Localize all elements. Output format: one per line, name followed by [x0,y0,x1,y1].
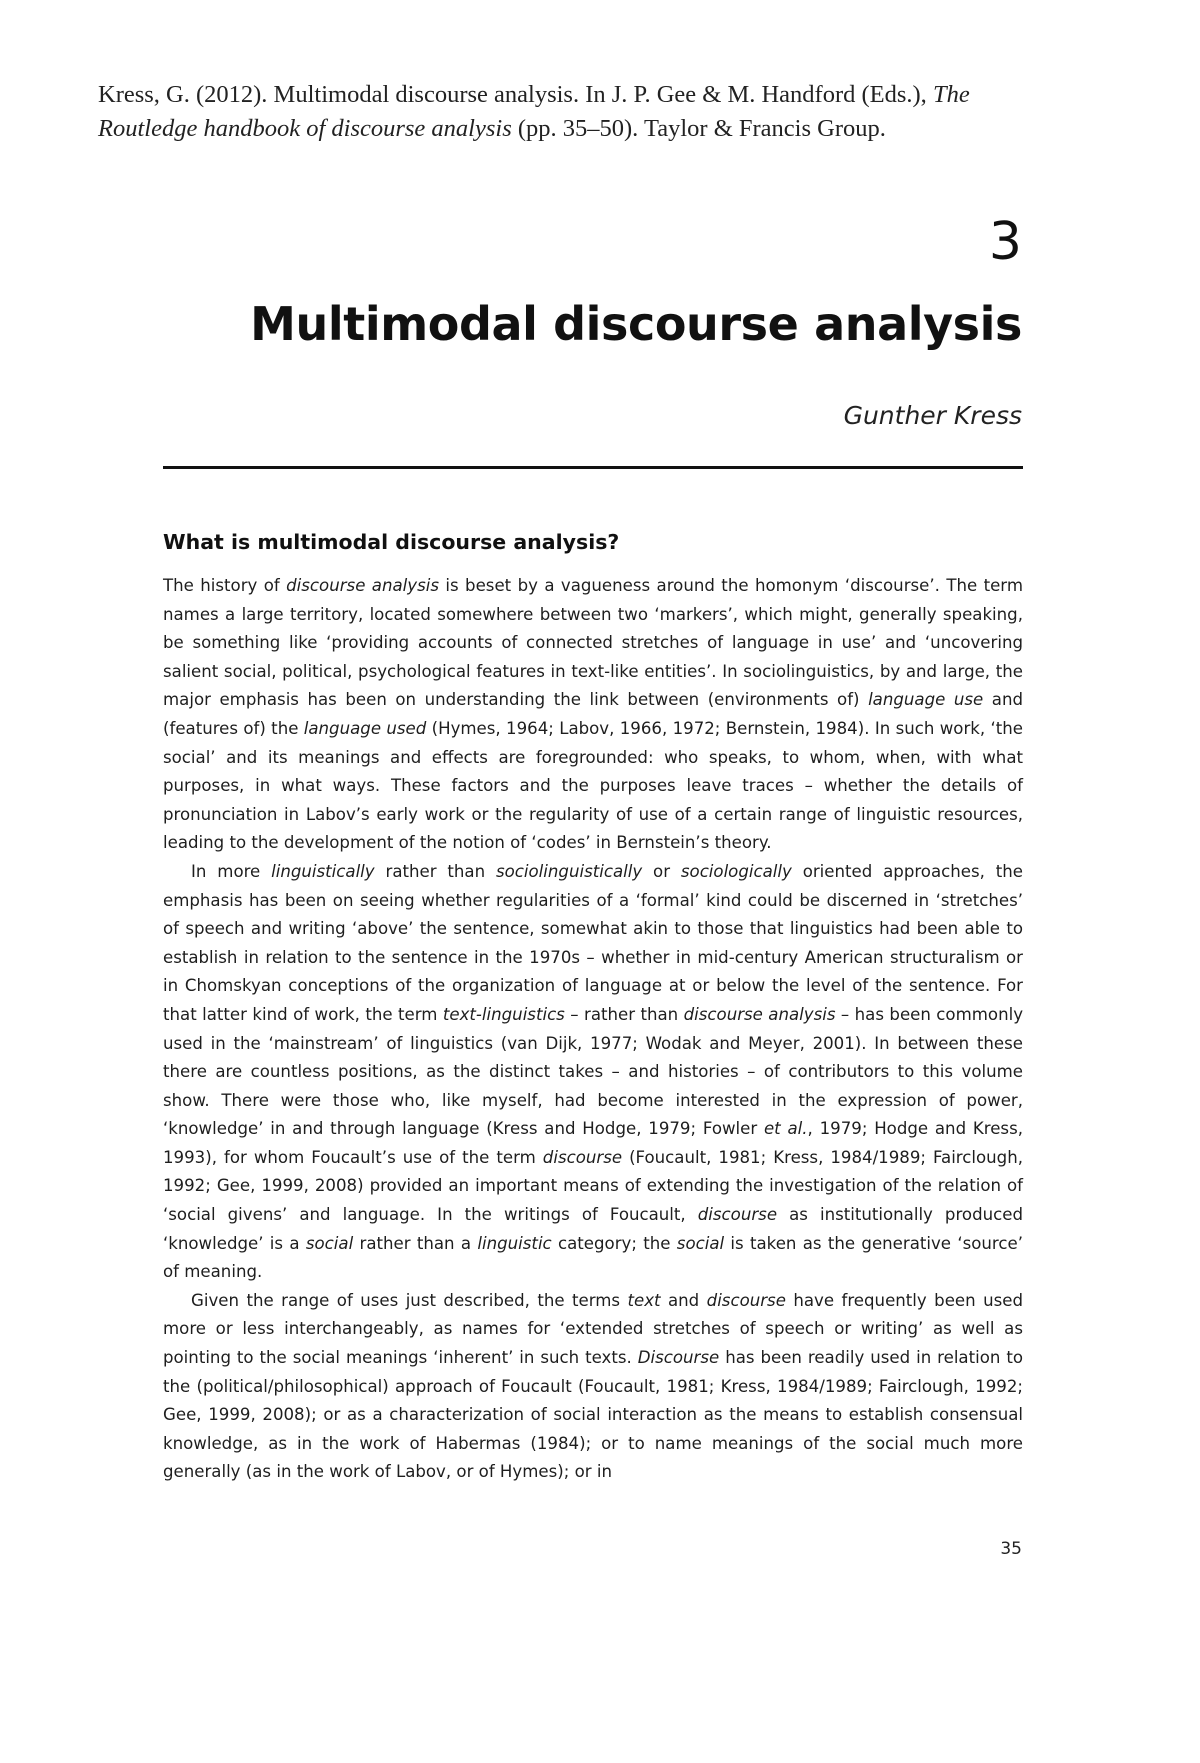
italic-run: discourse analysis [683,1004,836,1024]
text-run: as institutionally produced ‘knowledge’ is a [163,1205,1023,1253]
paragraph-3 [163,1287,1023,1487]
text-run: The history of [163,576,287,595]
italic-run: language use [868,690,984,710]
italic-run: sociologically [680,861,792,881]
italic-run: social [676,1233,725,1253]
text-run: and [660,1290,707,1310]
text-run: Given the range of uses just described, the terms [191,1290,628,1310]
text-run: is beset by a vagueness around the homonym ‘discourse’. The term names a large territory, located somewhere between two ‘markers’, which might, generally speaking, be something like ‘providing accounts of connected stretches of language in use’ and ‘uncovering salient social, political, psychological features in text-like entities’. In sociolinguistics, by and large, the major emphasis has been on understanding the link between (environments of) [163,576,1023,710]
text-run: rather than [374,861,496,881]
italic-run: Discourse [637,1348,720,1368]
text-run: In more [191,861,272,881]
text-run: rather than a [353,1233,478,1253]
italic-run: discourse [706,1290,786,1310]
italic-run: linguistically [271,861,375,881]
italic-run: discourse [697,1205,778,1225]
text-run: or [642,861,681,881]
text-run: – has been commonly used in the ‘mainstream’ of linguistics (van Dijk, 1977; Wodak and Meyer, 2001). In between these there are countless positions, as the distinct takes – and histories – of contributors to this volume show. There were those who, like myself, had become interested in the expression of power, ‘knowledge’ in and through language (Kress and Hodge, 1979; Fowler [163,1004,1024,1139]
italic-run: text-linguistics [442,1004,565,1024]
citation-part-2: (pp. 35–50). Taylor & Francis Group. [511,115,886,142]
paragraph-2 [163,858,1023,1287]
italic-run: sociolinguistically [495,861,643,881]
text-run: (Hymes, 1964; Labov, 1966, 1972; Bernstein, 1984). In such work, ‘the social’ and its meanings and effects are foregrounded: who speaks, to whom, when, with what purposes, in what ways. These factors and the purposes leave traces – whether the details of pronunciation in Labov’s early work or the regularity of use of a certain range of linguistic resources, leading to the development of the notion of ‘codes’ in Bernstein’s theory. [163,718,1023,853]
chapter-author: Gunther Kress [843,401,1022,430]
paragraph-1 [163,572,1023,858]
citation [98,78,1058,146]
text-run: has been readily used in relation to the (political/philosophical) approach of Foucault (Foucault, 1981; Kress, 1984/1989; Fairclough, 1992; Gee, 1999, 2008); or as a characterization of social interaction as the means to establish consensual knowledge, as in the work of Habermas (1984); or to name meanings of the social much more generally (as in the work of Labov, or of Hymes); or in [163,1348,1023,1482]
section-heading: What is multimodal discourse analysis? [163,530,620,554]
page-number: 35 [1000,1539,1022,1559]
italic-run: text [627,1290,661,1310]
italic-run: social [305,1233,354,1253]
text-run: and (features of) the [163,690,1023,738]
text-run: – rather than [564,1004,684,1024]
text-run: have frequently been used more or less interchangeably, as names for ‘extended stretches of speech or writing’ as well as pointing to the social meanings ‘inherent’ in such texts. [163,1290,1023,1368]
chapter-number: 3 [988,212,1022,272]
italic-run: discourse analysis [286,576,439,595]
citation-part-1: Kress, G. (2012). Multimodal discourse analysis. In J. P. Gee & M. Handford (Eds.), [98,81,933,108]
chapter-title: Multimodal discourse analysis [250,297,1022,351]
italic-run: et al. [763,1119,808,1139]
italic-run: language used [303,718,427,738]
italic-run: discourse [542,1147,623,1167]
text-run: oriented approaches, the emphasis has been on seeing whether regularities of a ‘formal’ kind could be discerned in ‘stretches’ of speech and writing ‘above’ the sentence, somewhat akin to those that linguistics had been able to establish in relation to the sentence in the 1970s – whether in mid-century American structuralism or in Chomskyan conceptions of the organization of language at or below the level of the sentence. For that latter kind of work, the term [163,861,1023,1024]
citation-book-title: The Routledge handbook of discourse analysis [98,81,970,142]
italic-run: linguistic [477,1233,552,1253]
body-text [163,572,1023,1487]
text-run: , 1979; Hodge and Kress, 1993), for whom Foucault’s use of the term [163,1119,1023,1167]
text-run: category; the [551,1233,677,1253]
text-run: is taken as the generative ‘source’ of meaning. [163,1233,1023,1282]
text-run: (Foucault, 1981; Kress, 1984/1989; Fairclough, 1992; Gee, 1999, 2008) provided an important means of extending the investigation of the relation of ‘social givens’ and language. In the writings of Foucault, [163,1147,1023,1225]
title-divider [163,466,1023,469]
